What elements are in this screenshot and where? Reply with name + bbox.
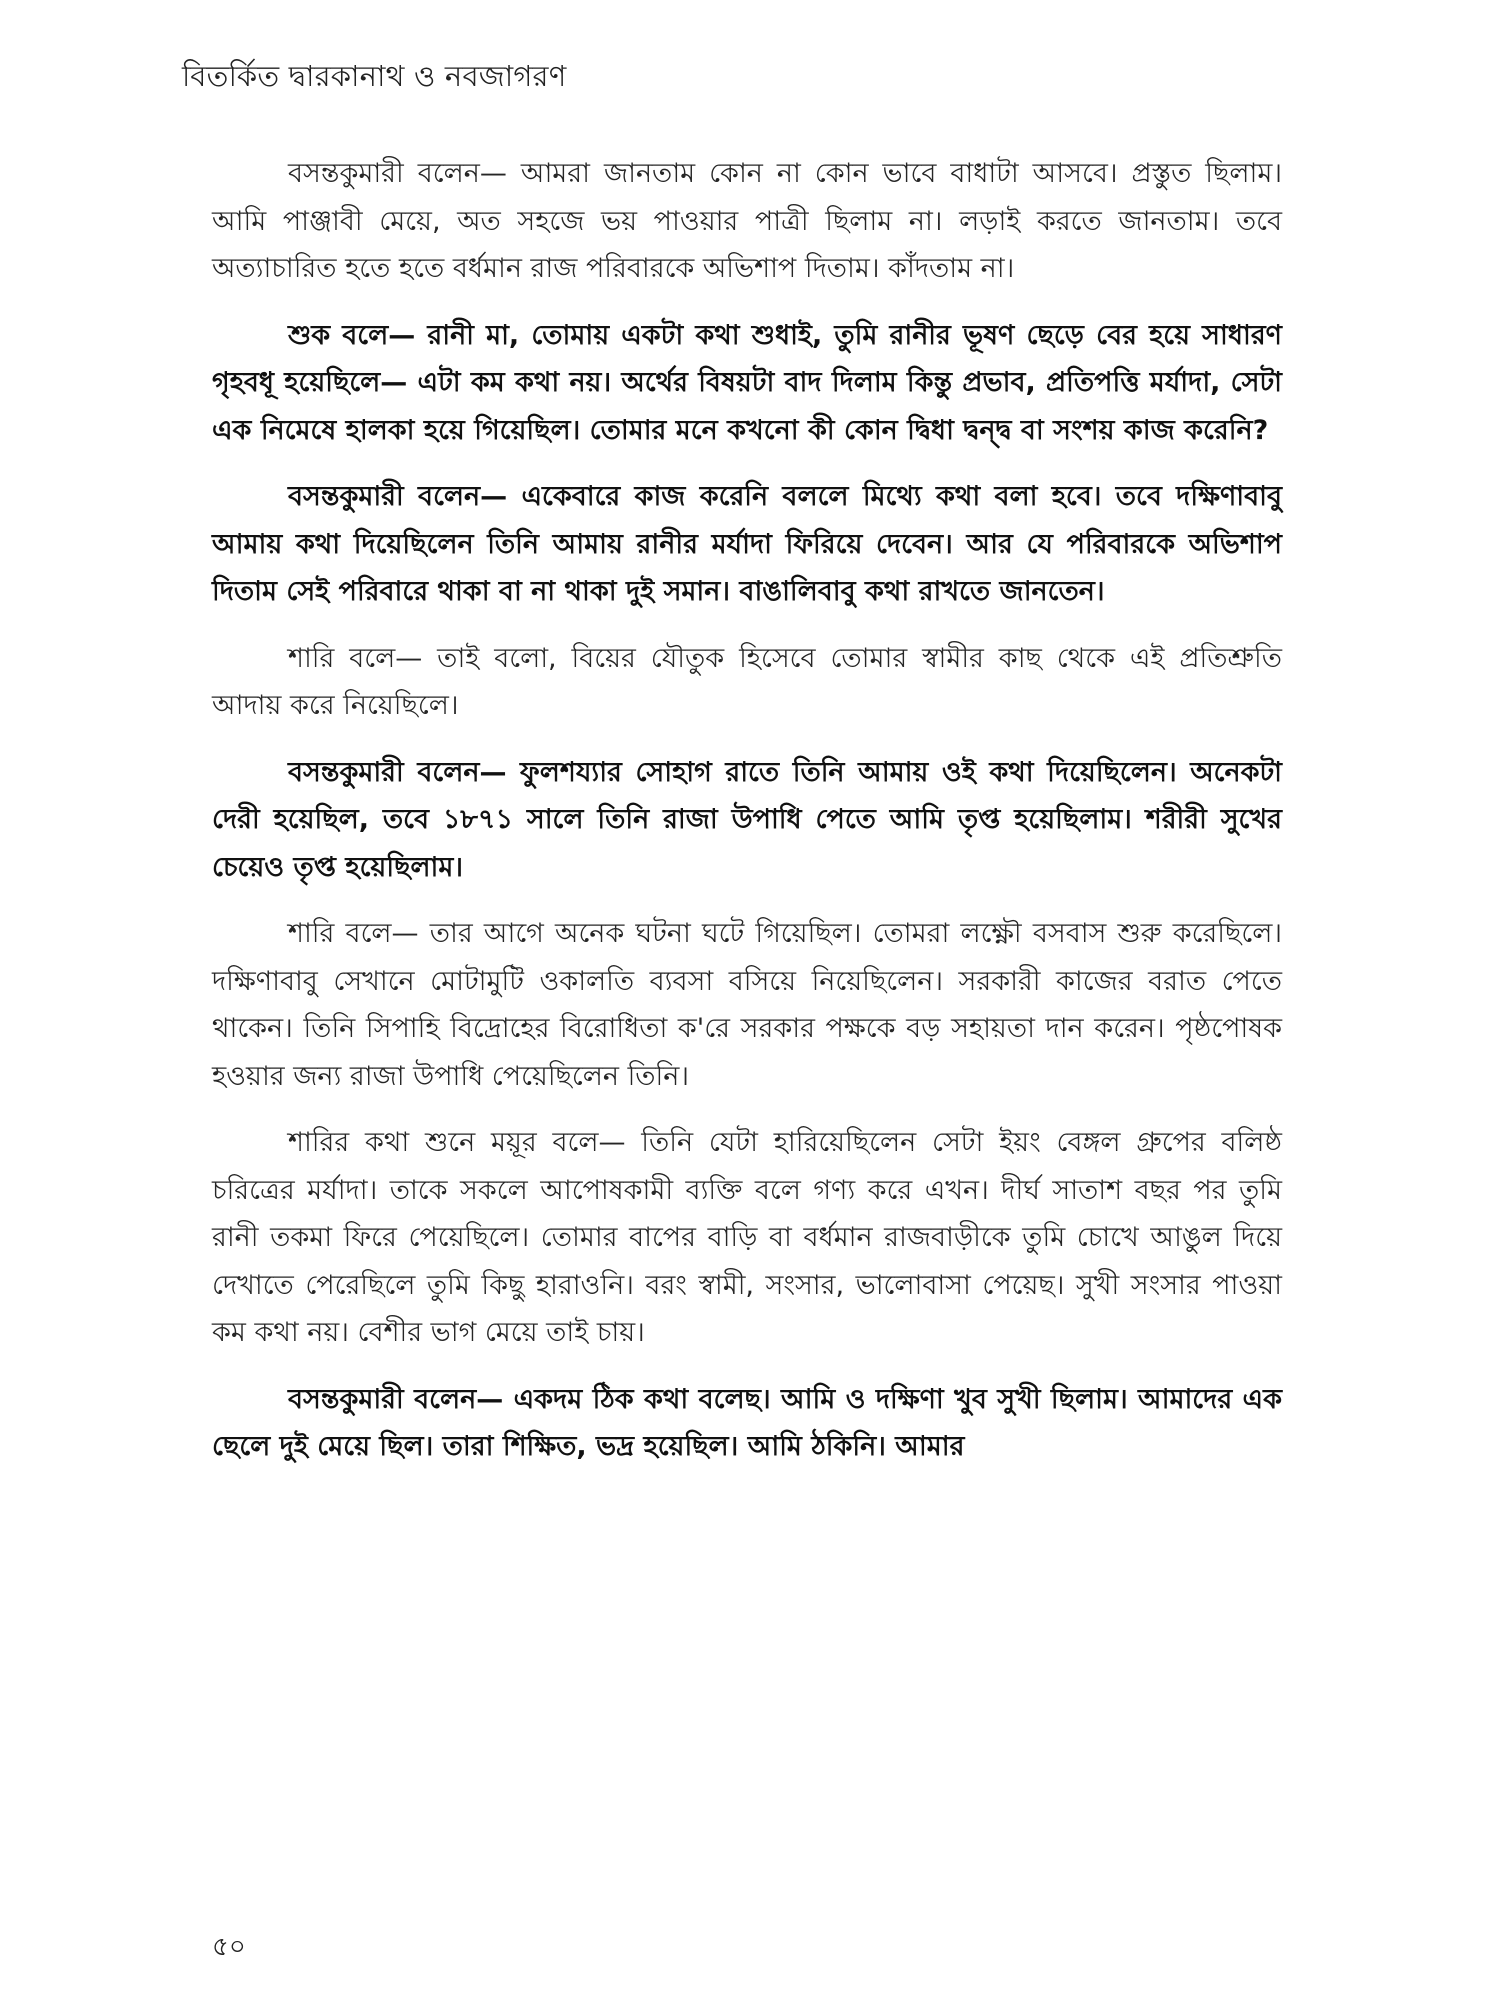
paragraph: বসন্তকুমারী বলেন— একদম ঠিক কথা বলেছ। আমি ও দক্ষিণা খুব সুখী ছিলাম। আমাদের এক ছেলে দুই মেয়ে ছিল। তারা শিক্ষিত, ভদ্র হয়েছিল। আমি ঠকিনি। আমার bbox=[212, 1383, 1282, 1462]
paragraph: শারির কথা শুনে ময়ূর বলে— তিনি যেটা হারিয়েছিলেন সেটা ইয়ং বেঙ্গল গ্রুপের বলিষ্ঠ চরিত্রের মর্যাদা। তাকে সকলে আপোষকামী ব্যক্তি বলে গণ্য করে এখন। দীর্ঘ সাতাশ বছর পর তুমি রানী তকমা ফিরে পেয়েছিলে। তোমার বাপের বাড়ি বা বর্ধমান রাজবাড়ীকে তুমি চোখে আঙুল দিয়ে দেখাতে পেরেছিলে তুমি কিছু হারাওনি। বরং স্বামী, সংসার, ভালোবাসা পেয়েছ। সুখী সংসার পাওয়া কম কথা নয়। বেশীর ভাগ মেয়ে তাই চায়। bbox=[212, 1127, 1282, 1348]
paragraph: শারি বলে— তাই বলো, বিয়ের যৌতুক হিসেবে তোমার স্বামীর কাছ থেকে এই প্রতিশ্রুতি আদায় করে নিয়েছিলে। bbox=[212, 642, 1282, 721]
paragraph: শারি বলে— তার আগে অনেক ঘটনা ঘটে গিয়েছিল। তোমরা লক্ষ্ণৌ বসবাস শুরু করেছিলে। দক্ষিণাবাবু সেখানে মোটামুটি ওকালতি ব্যবসা বসিয়ে নিয়েছিলেন। সরকারী কাজের বরাত পেতে থাকেন। তিনি সিপাহি বিদ্রোহের বিরোধিতা ক'রে সরকার পক্ষকে বড় সহায়তা দান করেন। পৃষ্ঠপোষক হওয়ার জন্য রাজা উপাধি পেয়েছিলেন তিনি। bbox=[212, 918, 1282, 1092]
paragraph: বসন্তকুমারী বলেন— একেবারে কাজ করেনি বললে মিথ্যে কথা বলা হবে। তবে দক্ষিণাবাবু আমায় কথা দিয়েছিলেন তিনি আমায় রানীর মর্যাদা ফিরিয়ে দেবেন। আর যে পরিবারকে অভিশাপ দিতাম সেই পরিবারে থাকা বা না থাকা দুই সমান। বাঙালিবাবু কথা রাখতে জানতেন। bbox=[212, 481, 1282, 607]
running-head: বিতর্কিত দ্বারকানাথ ও নবজাগরণ bbox=[182, 59, 567, 93]
body-text bbox=[212, 150, 1282, 1490]
paragraph: বসন্তকুমারী বলেন— আমরা জানতাম কোন না কোন ভাবে বাধাটা আসবে। প্রস্তুত ছিলাম। আমি পাঞ্জাবী মেয়ে, অত সহজে ভয় পাওয়ার পাত্রী ছিলাম না। লড়াই করতে জানতাম। তবে অত্যাচারিত হতে হতে বর্ধমান রাজ পরিবারকে অভিশাপ দিতাম। কাঁদতাম না। bbox=[212, 158, 1282, 284]
page-number: ৫০ bbox=[212, 1932, 246, 1962]
paragraph: শুক বলে— রানী মা, তোমায় একটা কথা শুধাই, তুমি রানীর ভূষণ ছেড়ে বের হয়ে সাধারণ গৃহবধূ হয়েছিলে— এটা কম কথা নয়। অর্থের বিষয়টা বাদ দিলাম কিন্তু প্রভাব, প্রতিপত্তি মর্যাদা, সেটা এক নিমেষে হালকা হয়ে গিয়েছিল। তোমার মনে কখনো কী কোন দ্বিধা দ্বন্দ্ব বা সংশয় কাজ করেনি? bbox=[212, 319, 1282, 446]
paragraph: বসন্তকুমারী বলেন— ফুলশয্যার সোহাগ রাতে তিনি আমায় ওই কথা দিয়েছিলেন। অনেকটা দেরী হয়েছিল, তবে ১৮৭১ সালে তিনি রাজা উপাধি পেতে আমি তৃপ্ত হয়েছিলাম। শরীরী সুখের চেয়েও তৃপ্ত হয়েছিলাম। bbox=[212, 756, 1282, 883]
